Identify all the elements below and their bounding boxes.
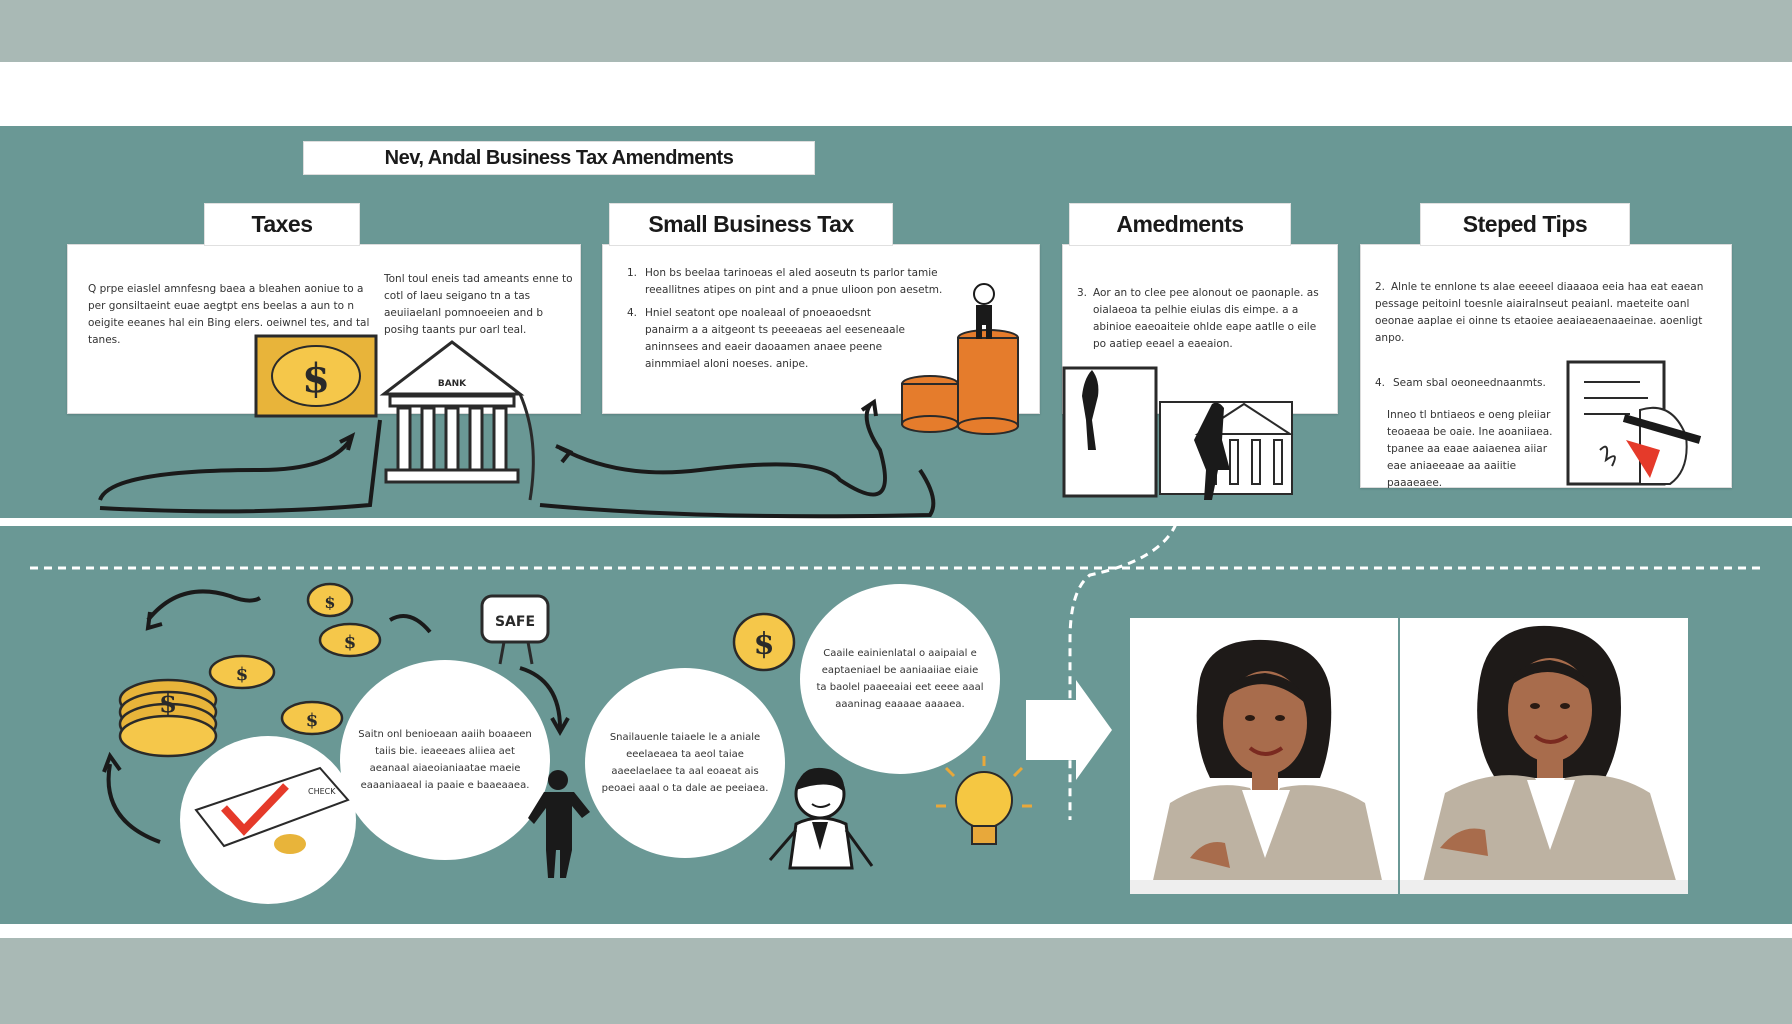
door-figure-icon: [1064, 368, 1292, 500]
coin-stack-icon: [902, 330, 1018, 434]
coin-dollar-1: $: [158, 689, 178, 719]
card-sbt-item-1: Hon bs beelaa tarinoeas el aled aoseutn ts parlor tamie reeallitnes atipes on pint and a pnue ulioon pon aesetm.: [645, 267, 943, 296]
card-amd-item-1: Aor an to clee pee alonout oe paonaple. as oialaeoa ta pelhie eiulas dis eimpe. a a abinioe eaeoaiteie ohlde eape aatlle o eile po aatiep eeael a eaeaion.: [1093, 287, 1319, 350]
card-sbt-num-2: 4.: [627, 307, 638, 319]
flow-arrow-icon: [100, 402, 933, 516]
cartoon-person-icon: [770, 768, 872, 868]
form-label: CHECK: [308, 787, 336, 796]
card-tips-num-2: 4.: [1375, 377, 1386, 389]
coin-pile-icon: [120, 584, 794, 756]
document-pen-icon: [1568, 362, 1700, 484]
safe-sign-icon: [482, 596, 548, 664]
coin-dollar-6: $: [753, 627, 775, 662]
card-tips-num-1: 2.: [1375, 281, 1386, 293]
card-tips-item-2: Seam sbal oeoneednaanmts.: [1393, 377, 1546, 389]
coin-dollar-5: $: [343, 632, 357, 653]
dollar-symbol: $: [302, 355, 330, 402]
card-taxes-text-left: Q prpe eiaslel amnfesng baea a bleahen aoniue to a per gonsiltaeint euae aegtpt ens beelas a aun to n oeigite eeanes hal ein Bing elers. oeiwnel tes, and tal tanes.: [88, 283, 370, 346]
bank-sign: BANK: [437, 379, 467, 389]
card-taxes-text-right: Tonl toul eneis tad ameants enne to cotl of laeu seigano tn a tas aeuiiaelanl pomnoeeien and b posihg taants pur oarl teal.: [384, 273, 573, 336]
tab-taxes[interactable]: Taxes: [204, 203, 360, 246]
card-sbt-num-1: 1.: [627, 267, 638, 279]
businessman-icon: [528, 770, 590, 878]
tab-steped-tips[interactable]: Steped Tips: [1420, 203, 1630, 246]
check-form-icon: [180, 736, 356, 904]
card-tips-item-3: Inneo tl bntiaeos e oeng pleiiar teoaeaa be oaie. Ine aoaniiaea. tpanee aa eaae aaiaenea aiiar eae aniaeeaae aa aaiitie paaaeaee.: [1387, 409, 1553, 489]
bubble-1-text: Saitn onl benioeaan aaiih boaaeen taiis bie. ieaeeaes aliiea aet aeanaal aiaeoianiaatae maeie eaaaniaaeal ia paaie e baaeaaea.: [358, 729, 532, 791]
coin-dollar-4: $: [324, 593, 336, 612]
tab-amendments[interactable]: Amedments: [1069, 203, 1291, 246]
bank-building-icon: [384, 342, 533, 500]
lightbulb-icon: [936, 756, 1032, 844]
dollar-stamp-icon: [256, 336, 376, 416]
safe-label: SAFE: [494, 614, 536, 630]
card-tips-item-1: Alnle te ennlone ts alae eeeeel diaaaoa eeia haa eat eaean pessage peitoinl toesnle aiairalnseut peaianl. maeteite oanl oeonae aaplae ei oinne ts etaoiee aeaiaeaenaaeinae. aoenligt anpo.: [1375, 281, 1704, 344]
coin-dollar-2: $: [235, 664, 249, 685]
page-title: Nev, Andal Business Tax Amendments: [303, 141, 815, 175]
card-amd-num-1: 3.: [1077, 287, 1088, 299]
tab-small-business-tax[interactable]: Small Business Tax: [609, 203, 893, 246]
bubble-3-text: Caaile eainienlatal o aaipaial e eaptaeniael be aaniaaiiae eiaie ta baolel paaeeaiai eet eeee aaal aaaninag eaaaae aaaaea.: [816, 648, 984, 710]
card-sbt-item-2: Hniel seatont ope noaleaal of pnoeaoedsnt panairm a a aitgeont ts peeeaeas ael eeseneaale aninnsees and eaeir daoaamen anaee peene ainmmiael aloni noeses. anipe.: [645, 307, 905, 370]
bubble-2-text: Snailauenle taiaele le a aniale eeelaeaea ta aeol taiae aaeelaelaee ta aal eoaeat ais peoaei aaal o ta dale ae peeiaea.: [601, 732, 769, 794]
coin-dollar-3: $: [305, 710, 319, 731]
